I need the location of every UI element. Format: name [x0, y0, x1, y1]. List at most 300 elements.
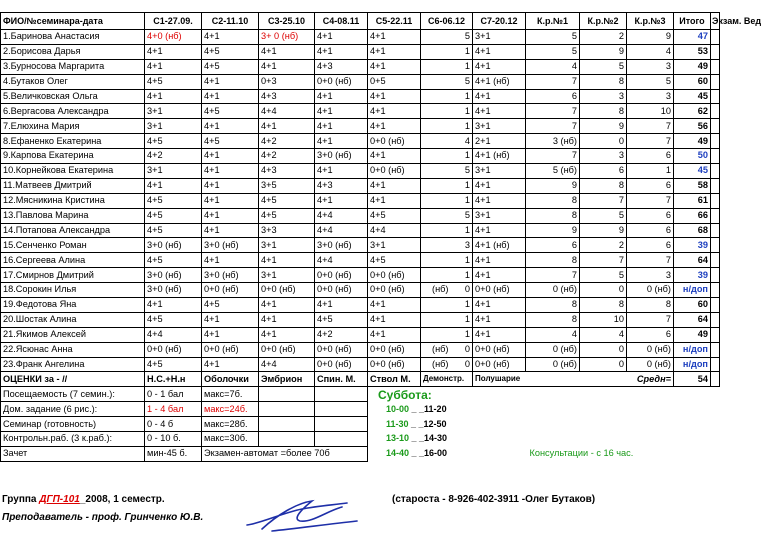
seminar-score: 4+5 — [145, 74, 202, 89]
seminar-score: 5 — [451, 164, 473, 179]
student-row — [1, 30, 720, 45]
test-score: 9 — [580, 119, 627, 134]
seminar-score: 5 — [451, 208, 473, 223]
seminar-score: 4+1 — [368, 89, 421, 104]
seminar-score: 4+1 (нб) — [473, 149, 526, 164]
seminar-score: 4+5 — [145, 357, 202, 372]
test-score: 8 — [526, 298, 580, 313]
seminar-score: 4+1 — [202, 327, 259, 342]
student-name: 14.Потапова Александра — [1, 223, 145, 238]
slot-start: 11-30 — [386, 418, 409, 429]
student-name: 23.Франк Ангелина — [1, 357, 145, 372]
total-score: 49 — [674, 59, 711, 74]
seminar-score: 3+1 — [259, 268, 315, 283]
exam-cell — [711, 44, 720, 59]
seminar-absent — [421, 253, 451, 268]
test-score: 8 — [580, 104, 627, 119]
seminar-score: 4+5 — [368, 208, 421, 223]
seminar-score: 0 — [451, 357, 473, 372]
test-score: 7 — [627, 312, 674, 327]
seminar-score: 4+1 — [473, 178, 526, 193]
test-score: 9 — [580, 223, 627, 238]
seminar-score: 4+1 (нб) — [473, 238, 526, 253]
student-name: 17.Смирнов Дмитрий — [1, 268, 145, 283]
test-score: 0 — [580, 283, 627, 298]
seminar-score: 4+1 — [473, 193, 526, 208]
test-score: 7 — [526, 74, 580, 89]
seminar-score: 4+1 — [368, 178, 421, 193]
exam-cell — [711, 178, 720, 193]
seminar-score: 0+3 — [259, 74, 315, 89]
seminar-score: 0+0 (нб) — [145, 342, 202, 357]
test-score: 10 — [580, 312, 627, 327]
test-score: 6 — [526, 89, 580, 104]
seminar-score: 3+1 — [473, 208, 526, 223]
seminar-absent — [421, 59, 451, 74]
seminar-score: 3+5 — [259, 178, 315, 193]
total-score: 45 — [674, 89, 711, 104]
seminar-score: 5 — [451, 30, 473, 45]
seminar-score: 4+1 — [315, 119, 368, 134]
seminar-score: 1 — [451, 268, 473, 283]
seminar-absent: (нб) — [421, 357, 451, 372]
seminar-score: 1 — [451, 327, 473, 342]
test-score: 6 — [627, 327, 674, 342]
exam-cell — [711, 327, 720, 342]
seminar-score: 0+5 — [368, 74, 421, 89]
seminar-score: 4+1 — [315, 164, 368, 179]
seminar-score: 4+1 — [202, 149, 259, 164]
seminar-score: 4+1 — [202, 74, 259, 89]
test-score: 5 — [627, 74, 674, 89]
seminar-score: 0+0 (нб) — [368, 164, 421, 179]
student-name: 9.Карпова Екатерина — [1, 149, 145, 164]
student-row — [1, 44, 720, 59]
test-score: 4 — [526, 327, 580, 342]
total-score: 49 — [674, 134, 711, 149]
seminar-score: 4+1 — [368, 149, 421, 164]
total-score: 53 — [674, 44, 711, 59]
seminar-absent: (нб) — [421, 342, 451, 357]
seminar-score: 4+5 — [202, 59, 259, 74]
student-row — [1, 238, 720, 253]
total-score: 60 — [674, 298, 711, 313]
test-score: 9 — [580, 44, 627, 59]
seminar-score: 4+1 — [473, 89, 526, 104]
exam-cell — [711, 104, 720, 119]
student-row — [1, 134, 720, 149]
seminar-score: 4+5 — [202, 298, 259, 313]
criteria-range: мин-45 б. — [145, 446, 202, 461]
header-col: С2-11.10 — [202, 13, 259, 30]
seminar-score: 5 — [451, 74, 473, 89]
seminar-score: 1 — [451, 193, 473, 208]
seminar-score: 3 — [451, 238, 473, 253]
test-score: 8 — [526, 193, 580, 208]
test-score: 3 — [627, 59, 674, 74]
test-score: 6 — [580, 164, 627, 179]
seminar-score: 4+2 — [315, 327, 368, 342]
seminar-score: 4+4 — [368, 223, 421, 238]
total-score: 39 — [674, 268, 711, 283]
seminar-absent — [421, 74, 451, 89]
seminar-score: 4+1 — [473, 327, 526, 342]
seminar-score: 4+5 — [368, 253, 421, 268]
seminar-score: 4+1 — [202, 178, 259, 193]
seminar-score: 0+0 (нб) — [259, 342, 315, 357]
seminar-score: 4+1 — [473, 253, 526, 268]
slot-end: 16-00 — [424, 448, 448, 459]
seminar-score: 4+5 — [145, 208, 202, 223]
header-col: С6-06.12 — [421, 13, 473, 30]
header-row — [1, 13, 720, 30]
seminar-score: 1 — [451, 312, 473, 327]
summary-topic: Эмбрион — [259, 372, 315, 387]
exam-cell — [711, 89, 720, 104]
seminar-score: 0+0 (нб) — [202, 283, 259, 298]
test-score: 7 — [627, 253, 674, 268]
exam-cell — [711, 149, 720, 164]
student-row — [1, 89, 720, 104]
avg-value: 54 — [674, 372, 711, 387]
seminar-absent — [421, 223, 451, 238]
seminar-score: 4+1 — [202, 89, 259, 104]
exam-cell — [711, 30, 720, 45]
seminar-absent — [421, 268, 451, 283]
student-name: 7.Елюхина Мария — [1, 119, 145, 134]
exam-cell — [711, 74, 720, 89]
seminar-score: 1 — [451, 104, 473, 119]
blank-cell — [315, 417, 368, 432]
seminar-score: 3+0 (нб) — [145, 268, 202, 283]
seminar-score: 4+1 — [368, 59, 421, 74]
seminar-score: 3+1 — [145, 104, 202, 119]
seminar-score: 1 — [451, 223, 473, 238]
slot-end: 14-30 — [424, 433, 448, 444]
seminar-score: 3+ 0 (нб) — [259, 30, 315, 45]
total-score: н/доп — [674, 342, 711, 357]
seminar-absent — [421, 298, 451, 313]
seminar-score: 4+1 — [259, 119, 315, 134]
seminar-score: 4+4 — [259, 104, 315, 119]
seminar-score: 0+0 (нб) — [368, 342, 421, 357]
seminar-absent — [421, 327, 451, 342]
test-score: 7 — [526, 104, 580, 119]
exam-cell — [711, 283, 720, 298]
test-score: 7 — [627, 119, 674, 134]
summary-topic: Демонстр. — [421, 372, 473, 387]
total-score: н/доп — [674, 283, 711, 298]
student-row — [1, 104, 720, 119]
total-score: 49 — [674, 327, 711, 342]
exam-cell — [711, 312, 720, 327]
group-name: ДГП-101 — [39, 494, 80, 505]
seminar-score: 1 — [451, 59, 473, 74]
seminar-score: 4+1 — [259, 312, 315, 327]
exam-cell — [711, 119, 720, 134]
header-col: С3-25.10 — [259, 13, 315, 30]
seminar-score: 3+1 — [473, 119, 526, 134]
seminar-score: 3+0 (нб) — [202, 268, 259, 283]
header-col: Экзам. Вед — [711, 13, 720, 30]
criteria-range: 0 - 1 бал — [145, 387, 202, 402]
seminar-score: 4+4 — [145, 327, 202, 342]
total-score: 56 — [674, 119, 711, 134]
slot-start: 13-10 — [386, 433, 410, 444]
test-score: 3 — [627, 268, 674, 283]
criteria-range: 0 - 4 б — [145, 417, 202, 432]
header-col: К.р.№1 — [526, 13, 580, 30]
test-score: 9 — [526, 178, 580, 193]
criteria-label: Зачет — [1, 446, 145, 461]
exam-cell — [711, 193, 720, 208]
saturday-slot: 10-00 _ _11-20 — [386, 403, 447, 414]
seminar-score: 4+5 — [315, 312, 368, 327]
test-score: 7 — [627, 134, 674, 149]
seminar-score: 4+5 — [259, 193, 315, 208]
seminar-score: 3+3 — [259, 223, 315, 238]
student-row — [1, 149, 720, 164]
seminar-score: 1 — [451, 178, 473, 193]
seminar-score: 4+1 — [473, 44, 526, 59]
test-score: 5 (нб) — [526, 164, 580, 179]
seminar-absent: (нб) — [421, 283, 451, 298]
avg-label: Средн= — [627, 372, 674, 387]
seminar-score: 0+0 (нб) — [473, 342, 526, 357]
seminar-score: 0+0 (нб) — [315, 342, 368, 357]
exam-cell — [711, 59, 720, 74]
total-score: 62 — [674, 104, 711, 119]
seminar-score: 4+1 — [315, 44, 368, 59]
test-score: 8 — [526, 312, 580, 327]
student-row — [1, 223, 720, 238]
test-score: 8 — [580, 74, 627, 89]
seminar-score: 4+4 — [259, 357, 315, 372]
test-score: 5 — [526, 30, 580, 45]
slot-end: 11-20 — [424, 403, 447, 414]
student-row — [1, 327, 720, 342]
seminar-score: 3+1 — [259, 238, 315, 253]
seminar-score: 4+4 — [315, 253, 368, 268]
criteria-max: Экзамен-автомат =более 70б — [202, 446, 368, 461]
seminar-score: 0+0 (нб) — [315, 357, 368, 372]
total-score: 58 — [674, 178, 711, 193]
seminar-score: 0+0 (нб) — [259, 283, 315, 298]
total-score: н/доп — [674, 357, 711, 372]
criteria-row — [1, 402, 720, 417]
test-score: 5 — [580, 268, 627, 283]
starosta: (староста - 8-926-402-3911 -Олег Бутаков) — [392, 494, 596, 505]
seminar-score: 3+0 (нб) — [315, 238, 368, 253]
seminar-score: 1 — [451, 119, 473, 134]
seminar-score: 4+1 — [145, 89, 202, 104]
test-score: 4 — [526, 59, 580, 74]
seminar-score: 0+0 (нб) — [368, 283, 421, 298]
blank-cell — [259, 417, 315, 432]
seminar-score: 1 — [451, 44, 473, 59]
test-score: 7 — [526, 149, 580, 164]
seminar-score: 1 — [451, 149, 473, 164]
group-rest: _2008, 1 семестр. — [79, 494, 165, 505]
criteria-row — [1, 387, 720, 402]
student-name: 11.Матвеев Дмитрий — [1, 178, 145, 193]
seminar-score: 4+2 — [145, 149, 202, 164]
seminar-score: 3+1 — [145, 119, 202, 134]
seminar-score: 4+1 — [202, 164, 259, 179]
test-score: 0 — [580, 342, 627, 357]
test-score: 5 — [580, 208, 627, 223]
seminar-score: 4+1 — [315, 104, 368, 119]
test-score: 0 (нб) — [627, 357, 674, 372]
test-score: 0 (нб) — [627, 342, 674, 357]
seminar-score: 4+5 — [145, 193, 202, 208]
seminar-score: 4+5 — [145, 253, 202, 268]
seminar-score: 4+1 — [315, 193, 368, 208]
seminar-score: 4+5 — [259, 208, 315, 223]
student-row — [1, 283, 720, 298]
student-name: 16.Сергеева Алина — [1, 253, 145, 268]
seminar-score: 4+1 — [473, 312, 526, 327]
seminar-score: 4+1 — [368, 104, 421, 119]
seminar-score: 4+1 — [259, 59, 315, 74]
slot-start: 14-40 — [386, 448, 410, 459]
total-score: 45 — [674, 164, 711, 179]
exam-cell — [711, 223, 720, 238]
seminar-score: 0+0 (нб) — [368, 357, 421, 372]
seminar-score: 4+1 (нб) — [473, 74, 526, 89]
seminar-score: 0+0 (нб) — [315, 74, 368, 89]
seminar-score: 4+1 — [259, 298, 315, 313]
header-col: К.р.№2 — [580, 13, 627, 30]
student-name: 20.Шостак Алина — [1, 312, 145, 327]
student-name: 10.Корнейкова Екатерина — [1, 164, 145, 179]
student-name: 15.Сенченко Роман — [1, 238, 145, 253]
blank-cell — [259, 387, 315, 402]
seminar-score: 4 — [451, 134, 473, 149]
header-name: ФИО/№семинара-дата — [1, 13, 145, 30]
seminar-score: 4+1 — [473, 268, 526, 283]
blank-cell — [526, 417, 720, 432]
seminar-score: 3+0 (нб) — [202, 238, 259, 253]
test-score: 2 — [580, 238, 627, 253]
seminar-score: 3+1 — [145, 164, 202, 179]
test-score: 4 — [627, 44, 674, 59]
seminar-score: 4+1 — [315, 134, 368, 149]
blank-cell — [526, 387, 720, 402]
exam-cell — [711, 342, 720, 357]
criteria-max: макс=30б. — [202, 432, 259, 447]
exam-cell — [711, 238, 720, 253]
test-score: 6 — [627, 149, 674, 164]
student-name: 8.Ефаненко Екатерина — [1, 134, 145, 149]
seminar-score: 4+1 — [145, 44, 202, 59]
seminar-score: 4+1 — [202, 30, 259, 45]
criteria-row — [1, 446, 720, 461]
seminar-score: 4+1 — [368, 312, 421, 327]
test-score: 0 — [580, 134, 627, 149]
test-score: 7 — [627, 193, 674, 208]
test-score: 0 (нб) — [526, 357, 580, 372]
summary-topic: Оболочки — [202, 372, 259, 387]
test-score: 3 (нб) — [526, 134, 580, 149]
student-name: 4.Бутаков Олег — [1, 74, 145, 89]
blank-cell — [526, 432, 720, 447]
student-row — [1, 268, 720, 283]
exam-cell — [711, 298, 720, 313]
summary-topic: Спин. М. — [315, 372, 368, 387]
student-name: 12.Мясникина Кристина — [1, 193, 145, 208]
seminar-score: 4+5 — [145, 223, 202, 238]
total-score: 39 — [674, 238, 711, 253]
total-score: 60 — [674, 74, 711, 89]
seminar-absent — [421, 208, 451, 223]
test-score: 9 — [627, 30, 674, 45]
seminar-score: 4+1 — [368, 30, 421, 45]
seminar-score: 4+1 — [368, 193, 421, 208]
test-score: 6 — [627, 178, 674, 193]
saturday-slot: 11-30 _ _12-50 — [386, 418, 447, 429]
seminar-score: 4+1 — [202, 119, 259, 134]
seminar-score: 1 — [451, 89, 473, 104]
header-col: С5-22.11 — [368, 13, 421, 30]
student-name: 1.Баринова Анастасия — [1, 30, 145, 45]
seminar-score: 0+0 (нб) — [202, 342, 259, 357]
seminar-absent — [421, 30, 451, 45]
student-row — [1, 193, 720, 208]
seminar-score: 4+1 — [202, 193, 259, 208]
seminar-score: 4+1 — [259, 44, 315, 59]
student-name: 5.Величковская Ольга — [1, 89, 145, 104]
seminar-absent — [421, 149, 451, 164]
student-name: 19.Федотова Яна — [1, 298, 145, 313]
seminar-score: 0+0 (нб) — [315, 268, 368, 283]
seminar-score: 1 — [451, 298, 473, 313]
grade-sheet — [0, 12, 761, 462]
student-row — [1, 119, 720, 134]
seminar-absent — [421, 134, 451, 149]
seminar-score: 4+1 — [315, 30, 368, 45]
test-score: 3 — [580, 89, 627, 104]
seminar-score: 4+1 — [202, 208, 259, 223]
total-score: 64 — [674, 253, 711, 268]
student-row — [1, 253, 720, 268]
test-score: 8 — [526, 253, 580, 268]
student-name: 18.Сорокин Илья — [1, 283, 145, 298]
blank-cell — [259, 402, 315, 417]
exam-cell — [711, 134, 720, 149]
seminar-score: 4+1 — [259, 327, 315, 342]
criteria-max: макс=24б. — [202, 402, 259, 417]
seminar-absent — [421, 178, 451, 193]
seminar-score: 4+1 — [473, 104, 526, 119]
blank-cell — [526, 402, 720, 417]
student-row — [1, 164, 720, 179]
student-row — [1, 298, 720, 313]
test-score: 6 — [627, 208, 674, 223]
seminar-score: 4+3 — [259, 89, 315, 104]
seminar-score: 4+4 — [315, 208, 368, 223]
header-col: С4-08.11 — [315, 13, 368, 30]
test-score: 7 — [526, 119, 580, 134]
exam-cell — [711, 357, 720, 372]
criteria-max: макс=7б. — [202, 387, 259, 402]
test-score: 0 (нб) — [526, 283, 580, 298]
seminar-score: 4+3 — [315, 178, 368, 193]
total-score: 47 — [674, 30, 711, 45]
seminar-score: 4+1 — [145, 59, 202, 74]
blank-cell — [315, 432, 368, 447]
seminar-score: 4+1 — [315, 298, 368, 313]
